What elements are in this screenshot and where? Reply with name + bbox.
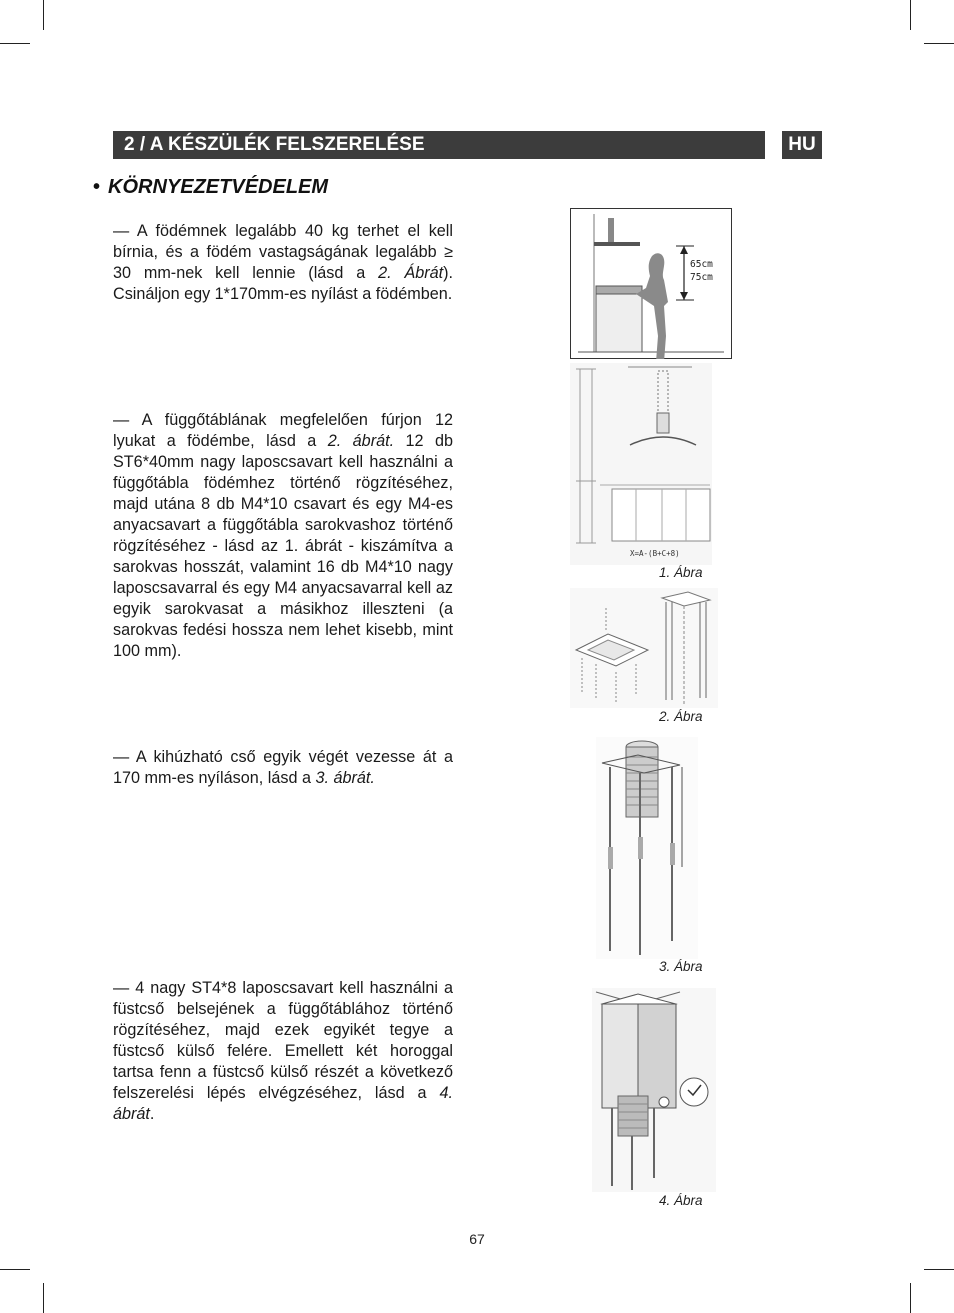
figure-4-diagram [592, 988, 716, 1192]
crop-mark [910, 1283, 911, 1313]
chapter-header [113, 131, 765, 159]
para-text: — 4 nagy ST4*8 laposcsavart kell használni a füstcső belsejének a függőtáblához történő rögzítéséhez, majd ezek egyikét tegye a füstcső külső felére. Emellett két horoggal tartsa fenn a füstcső külső részét a következő felszerelési lépés elvégzéséhez, lásd a [113, 979, 453, 1102]
figure-3-diagram [596, 737, 698, 959]
figure-reference: 3. ábrát. [315, 769, 375, 787]
crop-mark [910, 0, 911, 30]
paragraph-4 [113, 978, 453, 1125]
para-text: — A födémnek legalább 40 kg terhet el kell bírnia, és a födém vastagságának legalább ≥ 30 mm-nek kell lennie (lásd a [113, 222, 453, 282]
figure-2-diagram [570, 588, 718, 708]
height-illustration [570, 208, 732, 359]
para-text: 12 db ST6*40mm nagy laposcsavart kell használni a függőtábla födémhez történő rögzítéséhez, majd utána 8 db M4*10 csavart és egy M4-es anyacsavart a függőtábla sarokvashoz történő rögzítéséhez - lásd az 1. ábrát - kiszámítva a sarokvas hosszát, valamint 16 db M4*10 nagy laposcsavarral és egy M4 anyacsavarral kell az egyik sarokvasat a másikhoz illeszteni (a sarokvas fedési hossza nem lehet kisebb, mint 100 mm). [113, 432, 453, 660]
figure-reference: 4. ábrát [113, 1084, 453, 1123]
height-label-top: 65cm [690, 259, 713, 270]
section-heading [93, 176, 328, 199]
figure-reference: 2. ábrát. [327, 432, 395, 450]
figure-1-diagram [570, 363, 712, 565]
section-title: KÖRNYEZETVÉDELEM [108, 176, 329, 198]
para-text: ). Csináljon egy 1*170mm-es nyílást a födémben. [113, 264, 453, 303]
height-label-bottom: 75cm [690, 272, 713, 283]
crop-mark [0, 43, 30, 44]
page-number: 67 [469, 1231, 485, 1247]
paragraph-2 [113, 410, 453, 662]
figure-2-caption: 2. Ábra [659, 709, 703, 724]
figure-3-caption: 3. Ábra [659, 959, 703, 974]
chapter-title: 2 / A KÉSZÜLÉK FELSZERELÉSE [124, 134, 425, 155]
crop-mark [924, 1269, 954, 1270]
paragraph-1 [113, 221, 453, 305]
crop-mark [0, 1269, 30, 1270]
para-text: — A kihúzható cső egyik végét vezesse át a 170 mm-es nyíláson, lásd a [113, 748, 453, 787]
figure-reference: 2. Ábrát [378, 264, 444, 282]
bullet: • [93, 176, 101, 198]
language-badge: HU [782, 131, 822, 159]
para-text: . [149, 1105, 155, 1123]
paragraph-3 [113, 747, 453, 789]
crop-mark [43, 0, 44, 30]
figure-1-formula: X=A-(B+C+8) [630, 549, 680, 558]
figure-1-caption: 1. Ábra [659, 565, 703, 580]
crop-mark [924, 43, 954, 44]
para-text: — A függőtáblának megfelelően fúrjon 12 lyukat a födémbe, lásd a [113, 411, 453, 450]
crop-mark [43, 1283, 44, 1313]
figure-4-caption: 4. Ábra [659, 1193, 703, 1208]
